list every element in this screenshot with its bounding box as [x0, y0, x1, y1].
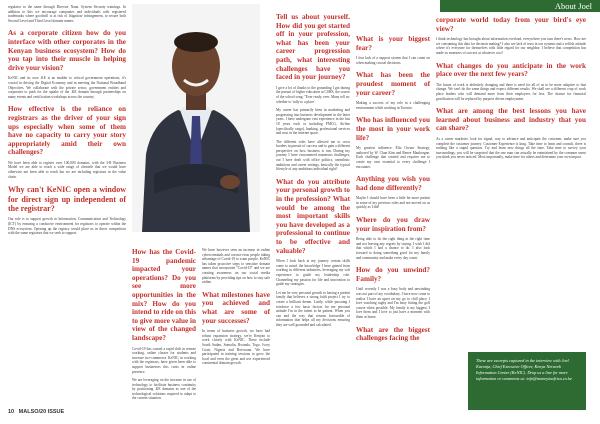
portrait-photo: [132, 4, 260, 232]
question-inspiration: Where do you draw your inspiration from?: [356, 216, 430, 233]
answer-biggest-fear: I fear lack of a support system that I can count on when making crucial decisions.: [356, 56, 430, 65]
answer-best-lessons: As a career marketer, look for signal, way to advance and anticipate the customer, make sure you complete the customer journey. Customer Experience is king. Take time to learn and consult, there is nothing like a stupid question. Try and learn new things all the time. Take time to survey your surroundings, you will be surprised that the one man can actually be entertained by the common sense you think you never noticed. Most importantly, make time for others and determine your own impact.: [436, 136, 586, 160]
answer-biggest-challenges: I think technology has brought about information overload, everywhere you turn there's news. How are we consuming this data for decision making? I also see lack of trust in our systems and a selfish attitude where it's everyone for themselves with little regard for our neighbor. I believe that competition has made us monsters of success at whatever cost!: [436, 37, 586, 55]
question-registrar-reliance: How effective is the reliance on registrars as the driver of your sign ups especially when some of them have no capacity to carry your story appropriately amid their own challenges?: [8, 105, 126, 157]
question-milestones: What milestones have you achieved and what are some of your successes?: [202, 290, 270, 325]
question-biggest-fear: What is your biggest fear?: [356, 35, 430, 52]
question-proudest-moment: What has been the proudest moment of your career?: [356, 71, 430, 97]
question-direct-signup: Why can't KeNIC open a window for direct sign up independent of the registrar?: [8, 185, 126, 214]
answer-direct-signup: Our role is to support growth in Information, Communication and Technology (ICT) by ensuring a conducive environment for registrars to operate within the DNS ecosystem. Opening up the registry would place us in direct competition with the same registrars that we seek to support.: [8, 217, 126, 236]
answer-about-yourself-2: My career has primarily been in marketing and progressing into business development in the latter years. I have undergone vast experience in the last 18 years each or including FMCG, Airline (specifically cargo), banking, professional services and now in the internet space.: [276, 108, 350, 136]
question-about-yourself: Tell us about yourself. How did you get started off in your profession, what has been your career progression path, what interesting challenges have you faced in your journey?: [276, 13, 350, 82]
answer-personal-growth-2: Let me be very personal growth to having a patient family that believes a strong faith project I try to create a brilliant dream. Lastly, while pursuing I reinforce a few basic factors for me personal attitude I'm in the intent to be patient. When you can and the way that returns favourable of information that helps all my decisions ensuring they are well grounded and calculated.: [276, 290, 350, 327]
answer-done-differently: Maybe I should have been a little bit more patient in some of my previous roles and not moved on as quickly as I did!: [356, 196, 430, 210]
column-2: [132, 248, 196, 405]
magazine-issue: MALSO/20 ISSUE: [18, 409, 65, 415]
answer-covid-impact-2: We are leveraging on the increase in use of technology to facilitate business continuity by positioning .KE domains as one of the technological solutions required to adapt to the current situation.: [132, 378, 196, 401]
page-footer: [8, 409, 64, 415]
portrait-illustration: [132, 4, 260, 232]
column-1: [8, 5, 126, 240]
question-personal-growth: What do you attribute your personal growth to in the profession? What would be among the most important skills you have developed as a professional to continue to be effective and valuable?: [276, 177, 350, 255]
question-covid-impact: How has the Covid-19 pandemic impacted your operations? Do you see more opportunities in the mix? How do you intend to ride on this to give more value in view of the changed landscape?: [132, 248, 196, 342]
question-best-lessons: What are among the best lessons you have learned about business and industry that you can share?: [436, 107, 586, 133]
answer-inspiration: Being able to do the right thing at the right time and not leaving any regrets by saying, I wish I did that which I had a chance to do. I also look forward to doing something good for my family and community and make every day count.: [356, 237, 430, 260]
question-done-differently: Anything you wish you had done differently?: [356, 175, 430, 192]
question-biggest-challenges-cont: corporate world today from your bird's eye view?: [436, 16, 586, 33]
question-workplace-changes: What changes do you anticipate in the work place over the next few years?: [436, 61, 586, 79]
column-5: [356, 5, 430, 347]
question-influence: Who has influenced you the most in your work life?: [356, 116, 430, 142]
page-number: 10: [8, 409, 15, 415]
answer-covid-impact-1: Covid-19 has caused a rapid shift in remote working, online classes for students and increase in e-commerce. KeNIC, in working with the registrars, have given been able to support businesses this crisis in online presence.: [132, 346, 196, 374]
answer-about-yourself-1: I give a lot of thanks to the grounding I got during the pursuit of higher education at CSHS, the source of the school song: "Ever ready, ever. Many tell us: whether to 'rally to a place'.: [276, 85, 350, 104]
intro-paragraph: regulator to the same through Director Nana. System Security trainings. In addition to this we encourage companies and individuals with registered trademarks where goodwill is at risk of litigation/ infringement, to secure both Second Level and Third Level domain names.: [8, 5, 126, 23]
column-6: [436, 16, 586, 164]
answer-unwind: Until recently I was a busy body and unwinding was not part of my vocabulary. I have now come to realise I have an upset on my go to chill place, I love watching rugby and I'm busy hitting the golf course when possible. My family is my biggest. I love them and I love to just have a moment with them at home.: [356, 287, 430, 319]
question-corporate-citizen: As a corporate citizen how do you interface with other corporates in the Kenyan business ecosystem? How do you tap into their muscle in helping drive your vision?: [8, 29, 126, 72]
answer-personal-growth-1: When I look back at my journey certain skills come to mind: the knowledge I have gained from working in different industries, leveraging my soft experience to guide my leadership role. Channeling my passion for life and innovation to guide my strategies.: [276, 259, 350, 287]
about-banner: About Joel: [440, 0, 600, 12]
answer-covid-impact-3: We have however seen an increase in online cybercriminals and corona-virus people taking advantage of Covid-19 to scam people. KeNIC has taken proactive steps to sensitise domain names that incorporate "Covid-19" and we are creating awareness on our social media platforms by providing tips on how to stay safe online.: [202, 248, 270, 285]
question-unwind: How do you unwind? Family?: [356, 266, 430, 283]
question-biggest-challenges: What are the biggest challenges facing the: [356, 325, 430, 343]
answer-proudest-moment: Making a success of my role in a challenging environment while working in Toronto.: [356, 101, 430, 110]
answer-milestones: In terms of business growth, we have had robust expansion strategy, we're Kenyan to work closely with KeNIC. These include South Sudan, Somalia, Rwanda, Togo, Ivory Coast, Nigeria and Botswana. We have participated in training sessions to grow the local and even the great and use experienced continental domain growth.: [202, 329, 270, 366]
answer-registrar-reliance: We have been able to register over 100,000 domains, with the 3-R Business Model we are able to reach a wide range of clientele that we would have otherwise not been able to reach but we are including registrars in the value chain.: [8, 160, 126, 179]
answer-about-yourself-3: The different roles have allowed me to cross borders in pursuit of success and to gain a different perspective on how business is run. During my journey I have encountered numerous challenges, out I have dealt with office politics, unrealistic ambitions and career settings, basically the typical lifestyle of any ambitious individual right?: [276, 139, 350, 172]
answer-workplace-changes: The future of work is definitely changing and there is need for all of us to be more adaptive to that change. We can't do the same things and expect different results. We shall see a different crop of work place leaders who will demand more from their employees for less. The chance for financial gratification will be replaced by purpose driven employment.: [436, 82, 586, 101]
column-3: [202, 248, 270, 370]
column-4: [276, 5, 350, 332]
answer-corporate-citizen: KeNIC and its own .KE is an enabler to critical government operations, it's crucial in driving the Digital Economy and in meeting the National Broadband Objectives. We collaborate with the private sector, government entities and corporates to push for the uptake of the .KE domain through partnerships on many events and certification workshops across the country.: [8, 76, 126, 99]
interview-callout: These are excerpts captured in the interview with Joel Karanja, Chief Executive Officer, Kenya Network Information Center (KeNIC). Drop us a line for more information or comments at: info@moneyinafrica.co.ke.: [468, 352, 586, 410]
answer-influence: My greatest influence: Eliu Owuor Strategy, authored by W. Chan Kim and Renee Mauborgne. Each challenge that created and requires me to create my own essential to every challenge I encounter.: [356, 146, 430, 169]
